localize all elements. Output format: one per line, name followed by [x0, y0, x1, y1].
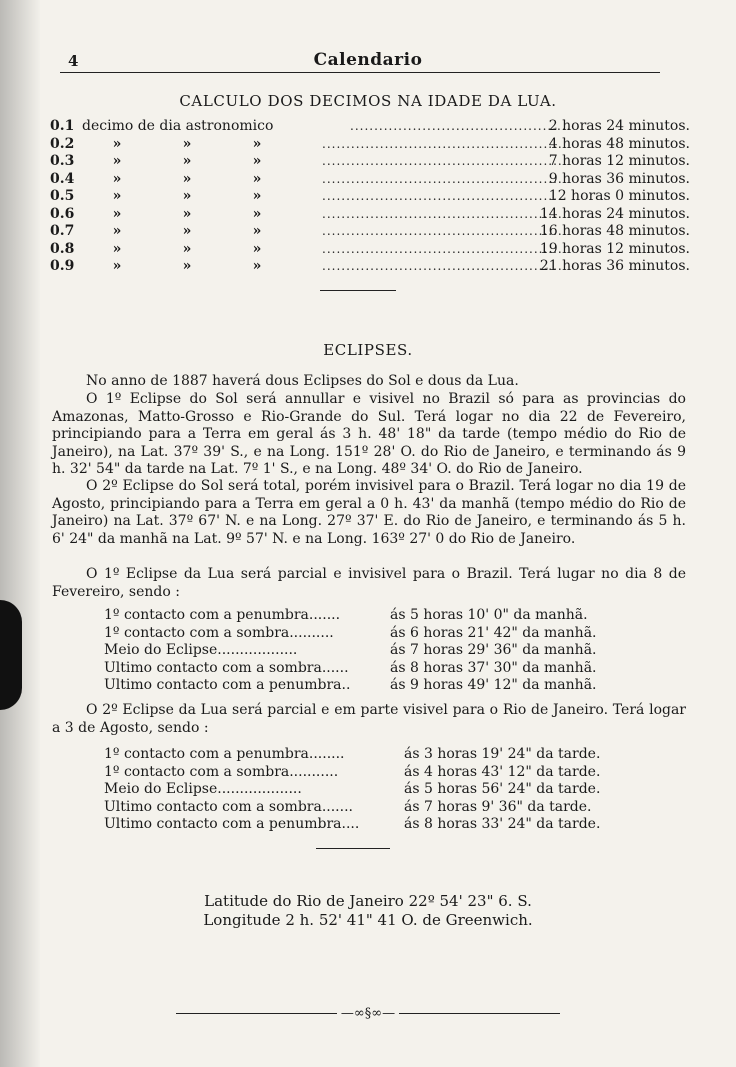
ditto-mark: » — [182, 188, 192, 204]
ditto-mark: » — [182, 240, 192, 257]
ditto-mark: » — [252, 135, 262, 152]
fraction-cell: 0.1 — [50, 118, 75, 134]
contact-time: ás 8 horas 37' 30" da manhã. — [390, 659, 597, 676]
leader-dots: .................................................. — [322, 189, 563, 203]
table-row — [50, 118, 690, 136]
ditto-mark: » — [252, 170, 262, 187]
leader-dots: .................................................. — [322, 259, 563, 273]
row-label: decimo de dia astronomico — [82, 118, 274, 134]
ditto-mark: » — [112, 205, 122, 222]
table-row — [50, 171, 690, 189]
leader-dots: .................................................. — [322, 224, 563, 238]
contact-time: ás 4 horas 43' 12" da tarde. — [404, 763, 601, 780]
contact-row — [104, 816, 600, 834]
contact-time: ás 9 horas 49' 12" da manhã. — [390, 677, 597, 693]
table-row — [50, 241, 690, 259]
contact-label: 1º contacto com a sombra.......... — [104, 624, 334, 641]
time-cell: 16 horas 48 minutos. — [539, 223, 690, 239]
time-cell: 2 horas 24 minutos. — [548, 118, 690, 134]
contact-row — [104, 625, 597, 643]
table-row — [50, 188, 690, 206]
fraction-cell: 0.7 — [50, 223, 75, 239]
ditto-mark: » — [252, 258, 262, 274]
fraction-cell: 0.3 — [50, 153, 75, 169]
contact-row — [104, 642, 597, 660]
time-cell: 19 horas 12 minutos. — [539, 240, 690, 257]
leader-dots: .................................................. — [322, 171, 563, 186]
contact-time: ás 7 horas 29' 36" da manhã. — [390, 642, 597, 658]
ditto-mark: » — [252, 240, 262, 257]
contact-row — [104, 781, 600, 799]
closing-ornament — [176, 1003, 560, 1023]
eclipses-intro: No anno de 1887 haverá dous Eclipses do Sol e dous da Lua. — [86, 373, 519, 389]
contact-label: Ultimo contacto com a penumbra.... — [104, 816, 360, 832]
fraction-cell: 0.9 — [50, 258, 75, 274]
fraction-cell: 0.5 — [50, 188, 75, 204]
running-title: Calendario — [313, 50, 423, 70]
time-cell: 9 horas 36 minutos. — [548, 170, 690, 187]
contact-time: ás 3 horas 19' 24" da tarde. — [404, 746, 601, 762]
ditto-mark: » — [252, 223, 262, 239]
decimos-table — [50, 118, 690, 276]
time-cell: 12 horas 0 minutos. — [548, 188, 690, 204]
page-number: 4 — [68, 52, 79, 70]
ditto-mark: » — [112, 188, 122, 204]
ditto-mark: » — [112, 258, 122, 274]
ditto-mark: » — [112, 135, 122, 152]
contact-row — [104, 799, 600, 817]
header-rule — [60, 72, 660, 73]
fraction-cell: 0.6 — [50, 205, 75, 222]
ditto-mark: » — [112, 240, 122, 257]
contact-label: Meio do Eclipse................... — [104, 781, 302, 797]
ornament-line-right — [399, 1013, 560, 1014]
contact-row — [104, 764, 600, 782]
ink-blot — [0, 600, 22, 710]
fraction-cell: 0.8 — [50, 240, 75, 257]
contact-time: ás 7 horas 9' 36" da tarde. — [404, 798, 592, 815]
contact-time: ás 6 horas 21' 42" da manhã. — [390, 624, 597, 641]
leader-dots: .................................................. — [322, 154, 563, 168]
time-cell: 21 horas 36 minutos. — [539, 258, 690, 274]
ditto-mark: » — [182, 258, 192, 274]
ditto-mark: » — [182, 135, 192, 152]
contact-time: ás 8 horas 33' 24" da tarde. — [404, 816, 601, 832]
table-row — [50, 206, 690, 224]
contact-time: ás 5 horas 10' 0" da manhã. — [390, 607, 588, 623]
contact-label: Ultimo contacto com a sombra....... — [104, 798, 353, 815]
ditto-mark: » — [182, 153, 192, 169]
contact-time: ás 5 horas 56' 24" da tarde. — [404, 781, 601, 797]
latitude-line: Latitude do Rio de Janeiro 22º 54' 23" 6. S. — [204, 892, 532, 910]
contact-label: Meio do Eclipse.................. — [104, 642, 298, 658]
ditto-mark: » — [182, 170, 192, 187]
leader-dots: .............................................. — [350, 119, 572, 133]
fraction-cell: 0.2 — [50, 135, 75, 152]
ditto-mark: » — [182, 223, 192, 239]
contact-label: 1º contacto com a penumbra....... — [104, 607, 341, 623]
ditto-mark: » — [112, 170, 122, 187]
contact-label: Ultimo contacto com a penumbra.. — [104, 677, 351, 693]
leader-dots: .................................................. — [322, 241, 563, 256]
contact-label: 1º contacto com a penumbra........ — [104, 746, 345, 762]
ditto-mark: » — [112, 223, 122, 239]
sun-eclipse-2-paragraph: O 2º Eclipse do Sol será total, porém invisivel para o Brazil. Terá logar no dia 19 de Agosto, principiando para a Terra em geral a 0 h. 43' da manhã (tempo médio do Rio de Janeiro) na Lat. 37º 67' N. e na Long. 27º 37' E. do Rio de Janeiro, e terminando ás 5 h. 6' 24" da manhã na Lat. 9º 57' N. e na Long. 163º 27' 0 do Rio de Janeiro. — [52, 478, 686, 547]
moon-eclipse-2-contacts — [104, 746, 600, 834]
time-cell: 14 horas 24 minutos. — [539, 205, 690, 222]
time-cell: 7 horas 12 minutos. — [548, 153, 690, 169]
section-divider — [316, 848, 390, 849]
contact-row — [104, 677, 597, 695]
ornament-line-left — [176, 1013, 337, 1014]
moon-eclipse-1-contacts — [104, 607, 597, 695]
contact-label: Ultimo contacto com a sombra...... — [104, 659, 349, 676]
leader-dots: .................................................. — [322, 206, 563, 221]
table-row — [50, 153, 690, 171]
sun-eclipse-1-paragraph: O 1º Eclipse do Sol será annullar e visivel no Brazil só para as provincias do Amazonas, Matto-Grosso e Rio-Grande do Sul. Terá logar no dia 22 de Fevereiro, principiando para a Terra em geral ás 3 h. 48' 18" da tarde (tempo médio do Rio de Janeiro), na Lat. 37º 39' S., e na Long. 151º 28' O. do Rio de Janeiro, e terminando ás 9 h. 32' 54" da tarde na Lat. 7º 1' S., e na Long. 48º 34' O. do Rio de Janeiro. — [52, 391, 686, 477]
ditto-mark: » — [252, 188, 262, 204]
moon-eclipse-2-paragraph: O 2º Eclipse da Lua será parcial e em parte visivel para o Rio de Janeiro. Terá logar a 3 de Agosto, sendo : — [52, 702, 686, 736]
contact-row — [104, 660, 597, 678]
ditto-mark: » — [252, 153, 262, 169]
time-cell: 4 horas 48 minutos. — [548, 135, 690, 152]
contact-label: 1º contacto com a sombra........... — [104, 763, 339, 780]
ornament-flourish-icon: —∞§∞— — [340, 1005, 396, 1021]
contact-row — [104, 746, 600, 764]
table-row — [50, 136, 690, 154]
eclipses-section-title: ECLIPSES. — [323, 341, 413, 359]
longitude-line: Longitude 2 h. 52' 41" 41 O. de Greenwich. — [203, 911, 533, 929]
calc-section-title: CALCULO DOS DECIMOS NA IDADE DA LUA. — [179, 92, 557, 110]
ditto-mark: » — [252, 205, 262, 222]
section-divider — [320, 290, 396, 291]
leader-dots: .................................................. — [322, 136, 563, 151]
table-row — [50, 223, 690, 241]
contact-row — [104, 607, 597, 625]
fraction-cell: 0.4 — [50, 170, 75, 187]
ditto-mark: » — [112, 153, 122, 169]
table-row — [50, 258, 690, 276]
ditto-mark: » — [182, 205, 192, 222]
moon-eclipse-1-paragraph: O 1º Eclipse da Lua será parcial e invisivel para o Brazil. Terá lugar no dia 8 de Fevereiro, sendo : — [52, 566, 686, 600]
